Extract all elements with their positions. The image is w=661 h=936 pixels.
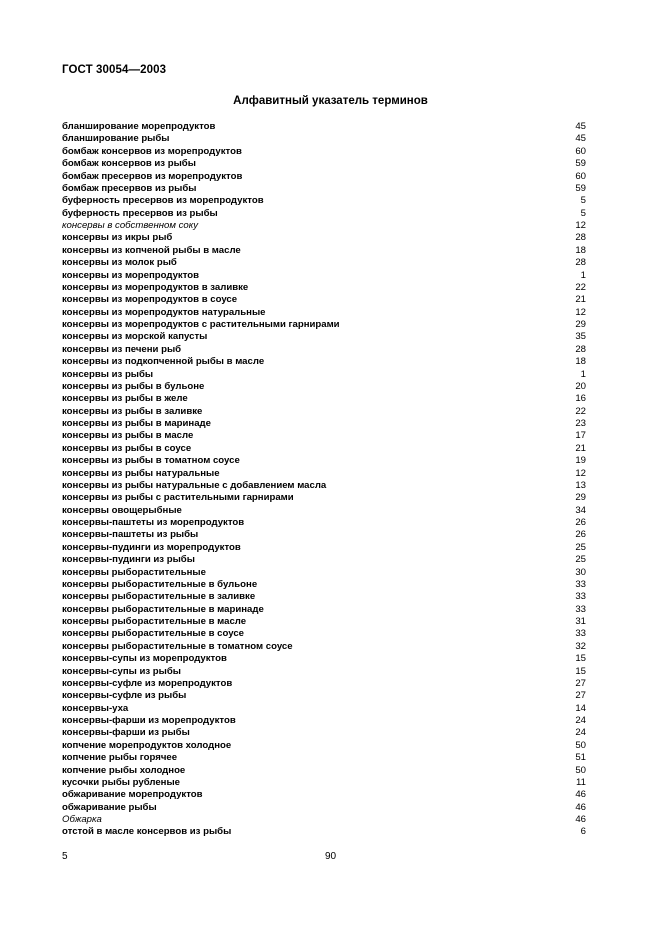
index-term: копчение морепродуктов холодное (62, 739, 232, 751)
index-page-ref: 14 (575, 702, 586, 714)
index-entry (62, 777, 586, 789)
index-entry (62, 789, 586, 801)
index-term: консервы-супы из рыбы (62, 665, 181, 677)
index-page-ref: 25 (575, 541, 586, 553)
index-page-ref: 45 (575, 133, 586, 145)
index-entry (62, 245, 586, 257)
index-entry (62, 208, 586, 220)
index-page-ref: 5 (580, 195, 586, 207)
index-entry (62, 171, 586, 183)
index-page-ref: 18 (575, 356, 586, 368)
index-term: консервы-супы из морепродуктов (62, 653, 227, 665)
index-page-ref: 16 (575, 393, 586, 405)
index-page-ref: 17 (575, 430, 586, 442)
index-page-ref: 27 (575, 677, 586, 689)
index-entry (62, 406, 586, 418)
index-entry (62, 480, 586, 492)
index-entry (62, 146, 586, 158)
index-term: консервы из икры рыб (62, 232, 173, 244)
index-page-ref: 60 (575, 145, 586, 157)
index-page-ref: 45 (575, 121, 586, 132)
index-term: консервы из рыбы в бульоне (62, 380, 205, 392)
index-page-ref: 46 (575, 801, 586, 813)
index-entry (62, 307, 586, 319)
index-page-ref: 33 (575, 603, 586, 615)
index-entry (62, 690, 586, 702)
index-page-ref: 50 (575, 739, 586, 751)
index-term: консервы-пудинги из морепродуктов (62, 541, 241, 553)
index-entry (62, 814, 586, 826)
index-page-ref: 35 (575, 331, 586, 343)
index-term: консервы в собственном соку (62, 220, 199, 231)
index-term: консервы из рыбы в маринаде (62, 418, 211, 429)
index-page-ref: 24 (575, 715, 586, 726)
index-entry (62, 765, 586, 777)
index-term: консервы рыборастительные в масле (62, 616, 247, 627)
index-entry (62, 331, 586, 343)
index-page-ref: 12 (575, 306, 586, 318)
index-term: консервы из рыбы натуральные с добавлением масла (62, 479, 327, 491)
index-term: консервы из рыбы в соусе (62, 442, 192, 454)
index-entry (62, 529, 586, 541)
index-term: консервы рыборастительные в бульоне (62, 578, 258, 590)
index-term: Обжарка (62, 814, 102, 825)
index-entry (62, 183, 586, 195)
index-entry (62, 344, 586, 356)
index-term: кусочки рыбы рубленые (62, 776, 181, 788)
index-page-ref: 23 (575, 418, 586, 429)
index-term: консервы-суфле из морепродуктов (62, 677, 233, 689)
index-page-ref: 21 (575, 442, 586, 454)
index-term: копчение рыбы холодное (62, 764, 186, 776)
index-page-ref: 15 (575, 665, 586, 677)
index-term: консервы-паштеты из рыбы (62, 529, 199, 541)
index-page-ref: 29 (575, 319, 586, 330)
index-page-ref: 32 (575, 640, 586, 652)
index-entry (62, 542, 586, 554)
index-entry (62, 356, 586, 368)
index-term: бомбаж пресервов из морепродуктов (62, 170, 243, 182)
index-term: консервы рыборастительные в заливке (62, 591, 256, 603)
index-entry (62, 220, 586, 232)
index-term: консервы рыборастительные в томатном соусе (62, 640, 293, 652)
index-page-ref: 30 (575, 566, 586, 578)
index-page-ref: 27 (575, 690, 586, 702)
index-page-ref: 1 (580, 368, 586, 380)
index-term: консервы из рыбы (62, 368, 154, 380)
index-term: консервы из рыбы в заливке (62, 405, 203, 417)
index-entry (62, 455, 586, 467)
index-term: консервы из рыбы в масле (62, 430, 194, 442)
index-entry (62, 666, 586, 678)
index-entry (62, 121, 586, 133)
document-header: ГОСТ 30054—2003 (62, 64, 167, 76)
index-entry (62, 802, 586, 814)
index-entry (62, 257, 586, 269)
index-page-ref: 25 (575, 554, 586, 566)
index-term: бланширование морепродуктов (62, 121, 216, 132)
index-term: консервы овощерыбные (62, 504, 182, 516)
index-term: консервы рыборастительные в соусе (62, 628, 244, 640)
index-page-ref: 28 (575, 232, 586, 244)
index-entry (62, 628, 586, 640)
index-page-ref: 59 (575, 158, 586, 170)
index-page-ref: 33 (575, 591, 586, 603)
index-entry (62, 567, 586, 579)
index-entry (62, 826, 586, 838)
index-page-ref: 24 (575, 727, 586, 739)
index-term: буферность пресервов из рыбы (62, 207, 218, 219)
index-page-ref: 13 (575, 479, 586, 491)
index-page-ref: 21 (575, 294, 586, 306)
index-term: консервы из рыбы натуральные (62, 467, 220, 479)
index-term: отстой в масле консервов из рыбы (62, 826, 232, 838)
index-entry (62, 703, 586, 715)
index-entry (62, 653, 586, 665)
index-entry (62, 468, 586, 480)
index-term: консервы из морепродуктов (62, 269, 200, 281)
index-page-ref: 15 (575, 653, 586, 665)
index-page-ref: 59 (575, 182, 586, 194)
index-page-ref: 51 (575, 752, 586, 764)
index-entry (62, 579, 586, 591)
index-page-ref: 31 (575, 616, 586, 627)
index-term: консервы-пудинги из рыбы (62, 554, 195, 566)
index-entry (62, 443, 586, 455)
index-entry (62, 381, 586, 393)
index-term: обжаривание рыбы (62, 801, 157, 813)
index-entry (62, 678, 586, 690)
index-term: консервы-фарши из рыбы (62, 727, 190, 739)
index-entry (62, 517, 586, 529)
index-page-ref: 19 (575, 455, 586, 467)
index-entry (62, 715, 586, 727)
index-term: консервы из молок рыб (62, 257, 177, 269)
index-entry (62, 369, 586, 381)
page-title: Алфавитный указатель терминов (233, 95, 428, 107)
index-page-ref: 50 (575, 764, 586, 776)
page-number: 90 (324, 851, 337, 862)
index-entry (62, 133, 586, 145)
index-entry (62, 319, 586, 331)
index-page-ref: 20 (575, 380, 586, 392)
index-term: копчение рыбы горячее (62, 752, 178, 764)
index-term: консервы рыборастительные в маринаде (62, 603, 264, 615)
index-term: буферность пресервов из морепродуктов (62, 195, 264, 207)
index-term: обжаривание морепродуктов (62, 789, 203, 801)
index-entry (62, 430, 586, 442)
index-term: бланширование рыбы (62, 133, 170, 145)
index-page-ref: 34 (575, 504, 586, 516)
index-term: консервы из печени рыб (62, 343, 182, 355)
index-entry (62, 270, 586, 282)
index-term: бомбаж консервов из морепродуктов (62, 145, 242, 157)
index-term: бомбаж пресервов из рыбы (62, 182, 197, 194)
index-term: консервы-фарши из морепродуктов (62, 715, 236, 726)
index-term: консервы из морепродуктов в соусе (62, 294, 238, 306)
index-page-ref: 22 (575, 281, 586, 293)
index-term: консервы-суфле из рыбы (62, 690, 187, 702)
index-entry (62, 418, 586, 430)
term-index (62, 121, 586, 839)
index-term: консервы из морепродуктов натуральные (62, 306, 266, 318)
index-page-ref: 28 (575, 257, 586, 269)
index-page-ref: 26 (575, 517, 586, 528)
index-page-ref: 26 (575, 529, 586, 541)
index-term: консервы из копченой рыбы в масле (62, 244, 241, 256)
index-entry (62, 591, 586, 603)
index-page-ref: 29 (575, 492, 586, 504)
index-term: консервы из рыбы в томатном соусе (62, 455, 240, 467)
index-entry (62, 393, 586, 405)
index-term: консервы-паштеты из морепродуктов (62, 517, 245, 528)
index-term: консервы-уха (62, 702, 129, 714)
index-entry (62, 282, 586, 294)
index-entry (62, 740, 586, 752)
index-page-ref: 22 (575, 405, 586, 417)
index-term: консервы из рыбы в желе (62, 393, 188, 405)
index-page-ref: 12 (575, 220, 586, 231)
index-page-ref: 46 (575, 814, 586, 825)
index-page-ref: 28 (575, 343, 586, 355)
index-entry (62, 616, 586, 628)
index-entry (62, 641, 586, 653)
index-page-ref: 18 (575, 244, 586, 256)
index-entry (62, 505, 586, 517)
index-page-ref: 33 (575, 628, 586, 640)
index-entry (62, 195, 586, 207)
index-term: консервы рыборастительные (62, 566, 206, 578)
index-entry (62, 554, 586, 566)
index-page-ref: 11 (576, 776, 586, 788)
index-page-ref: 1 (580, 269, 586, 281)
index-entry (62, 752, 586, 764)
index-term: консервы из морепродуктов с растительными гарнирами (62, 319, 340, 330)
index-term: консервы из морской капусты (62, 331, 208, 343)
index-page-ref: 33 (575, 578, 586, 590)
index-page-ref: 6 (580, 826, 586, 838)
index-page-ref: 46 (575, 789, 586, 801)
index-term: консервы из подкопченной рыбы в масле (62, 356, 265, 368)
index-entry (62, 294, 586, 306)
index-page-ref: 5 (580, 207, 586, 219)
index-page-ref: 60 (575, 170, 586, 182)
footer-left-number: 5 (62, 851, 68, 862)
index-entry (62, 158, 586, 170)
index-term: бомбаж консервов из рыбы (62, 158, 196, 170)
index-entry (62, 492, 586, 504)
index-entry (62, 727, 586, 739)
index-term: консервы из морепродуктов в заливке (62, 281, 249, 293)
index-term: консервы из рыбы с растительными гарнирами (62, 492, 294, 504)
index-entry (62, 604, 586, 616)
index-entry (62, 232, 586, 244)
index-page-ref: 12 (575, 467, 586, 479)
